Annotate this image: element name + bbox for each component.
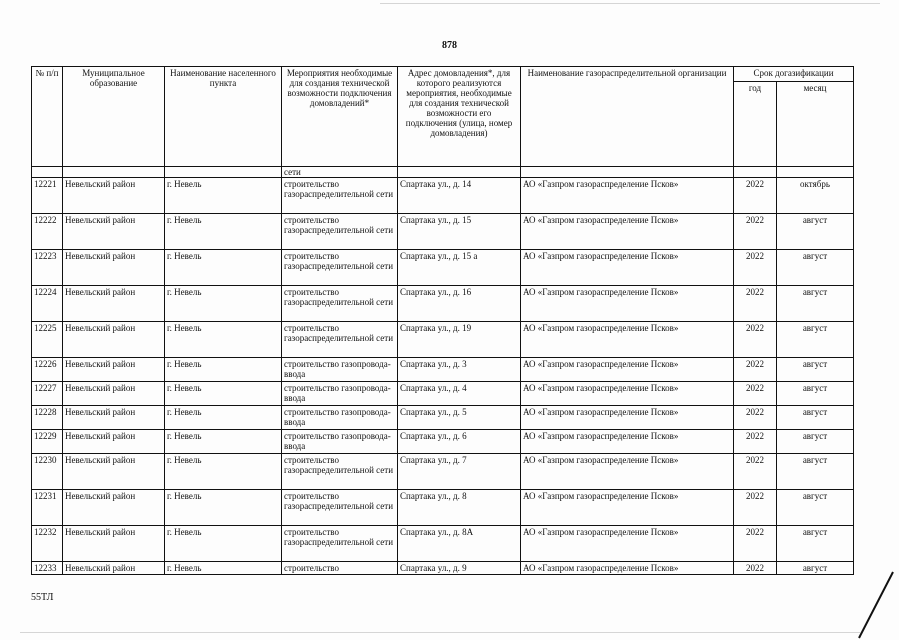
cell-year: 2022 — [734, 430, 777, 454]
cell-settlement: г. Невель — [165, 286, 282, 322]
cell-measure: строительство — [282, 562, 398, 575]
cell-year: 2022 — [734, 490, 777, 526]
cell-measure: строительство газораспределительной сети — [282, 214, 398, 250]
table-row — [32, 406, 854, 430]
cell-address: Спартака ул., д. 8А — [398, 526, 521, 562]
cell-num: 12226 — [32, 358, 63, 382]
table-row — [32, 322, 854, 358]
cell-measure: строительство газопровода-ввода — [282, 406, 398, 430]
cell-num: 12227 — [32, 382, 63, 406]
cell-municipality: Невельский район — [63, 214, 165, 250]
scan-artifact-slash — [855, 570, 895, 640]
cell-address: Спартака ул., д. 4 — [398, 382, 521, 406]
cell-year: 2022 — [734, 406, 777, 430]
cell-measure: строительство газопровода-ввода — [282, 382, 398, 406]
table-row — [32, 382, 854, 406]
cell-organization: АО «Газпром газораспределение Псков» — [521, 562, 734, 575]
cell-organization: АО «Газпром газораспределение Псков» — [521, 430, 734, 454]
cell-settlement: г. Невель — [165, 430, 282, 454]
cell-measure: строительство газораспределительной сети — [282, 250, 398, 286]
cell-year: 2022 — [734, 358, 777, 382]
cell-municipality: Невельский район — [63, 286, 165, 322]
cell-organization: АО «Газпром газораспределение Псков» — [521, 526, 734, 562]
scan-artifact-top — [380, 3, 880, 4]
cell-year: 2022 — [734, 214, 777, 250]
cell-num: 12221 — [32, 178, 63, 214]
cell-year: 2022 — [734, 322, 777, 358]
cell-year: 2022 — [734, 382, 777, 406]
cell-municipality: Невельский район — [63, 454, 165, 490]
cell-year: 2022 — [734, 454, 777, 490]
cell-measure: строительство газораспределительной сети — [282, 178, 398, 214]
cell-year: 2022 — [734, 562, 777, 575]
header-settlement: Наименование населенного пункта — [165, 67, 282, 167]
cell-measure: строительство газораспределительной сети — [282, 286, 398, 322]
cell-organization: АО «Газпром газораспределение Псков» — [521, 286, 734, 322]
cell-year: 2022 — [734, 526, 777, 562]
cell-measure: строительство газопровода-ввода — [282, 430, 398, 454]
cell-address: Спартака ул., д. 7 — [398, 454, 521, 490]
cell-municipality: Невельский район — [63, 382, 165, 406]
header-address: Адрес домовладения*, для которого реализуются мероприятия, необходимые для создания технической возможности его подключения (улица, номер домовладения) — [398, 67, 521, 167]
cell-settlement: г. Невель — [165, 382, 282, 406]
cell-year: 2022 — [734, 250, 777, 286]
table-row — [32, 178, 854, 214]
cell-municipality: Невельский район — [63, 430, 165, 454]
cell-settlement: г. Невель — [165, 526, 282, 562]
header-municipality: Муниципальное образование — [63, 67, 165, 167]
header-measures: Мероприятия необходимые для создания технической возможности подключения домовладений* — [282, 67, 398, 167]
cell-settlement: г. Невель — [165, 322, 282, 358]
cell-num: 12224 — [32, 286, 63, 322]
table-row — [32, 250, 854, 286]
table-row — [32, 358, 854, 382]
cell-organization: АО «Газпром газораспределение Псков» — [521, 250, 734, 286]
gasification-schedule-table — [31, 66, 854, 575]
header-month: месяц — [777, 82, 854, 167]
table-row — [32, 214, 854, 250]
cell-municipality: Невельский район — [63, 178, 165, 214]
cell-settlement: г. Невель — [165, 214, 282, 250]
cell-address: Спартака ул., д. 15 а — [398, 250, 521, 286]
cell-month: август — [777, 406, 854, 430]
cell-month: август — [777, 490, 854, 526]
cell-municipality: Невельский район — [63, 322, 165, 358]
cell-measure: строительство газопровода-ввода — [282, 358, 398, 382]
cell-num: 12225 — [32, 322, 63, 358]
cell-year: 2022 — [734, 286, 777, 322]
cell-municipality: Невельский район — [63, 562, 165, 575]
cell-month: август — [777, 358, 854, 382]
cell-num: 12233 — [32, 562, 63, 575]
table-row — [32, 430, 854, 454]
header-num: № п/п — [32, 67, 63, 167]
footer-code: 55ТЛ — [31, 592, 54, 603]
table-row — [32, 562, 854, 575]
cell-address: Спартака ул., д. 9 — [398, 562, 521, 575]
cell-address: Спартака ул., д. 8 — [398, 490, 521, 526]
cell-address: Спартака ул., д. 6 — [398, 430, 521, 454]
cell-month: август — [777, 562, 854, 575]
table-row — [32, 286, 854, 322]
header-organization: Наименование газораспределительной организации — [521, 67, 734, 167]
cell-address: Спартака ул., д. 16 — [398, 286, 521, 322]
cell-address: Спартака ул., д. 15 — [398, 214, 521, 250]
cell-month: август — [777, 322, 854, 358]
cell-municipality: Невельский район — [63, 406, 165, 430]
cell-measure: строительство газораспределительной сети — [282, 454, 398, 490]
cell-organization: АО «Газпром газораспределение Псков» — [521, 214, 734, 250]
cell-municipality: Невельский район — [63, 526, 165, 562]
table-row — [32, 526, 854, 562]
cell-organization: АО «Газпром газораспределение Псков» — [521, 490, 734, 526]
cell-num: 12231 — [32, 490, 63, 526]
cell-measure: строительство газораспределительной сети — [282, 526, 398, 562]
cell-municipality: Невельский район — [63, 490, 165, 526]
page-number: 878 — [442, 40, 457, 51]
cell-address: Спартака ул., д. 3 — [398, 358, 521, 382]
cell-address: Спартака ул., д. 14 — [398, 178, 521, 214]
cell-municipality: Невельский район — [63, 358, 165, 382]
cell-settlement: г. Невель — [165, 406, 282, 430]
cell-organization: АО «Газпром газораспределение Псков» — [521, 406, 734, 430]
cell-num: 12232 — [32, 526, 63, 562]
cell-municipality: Невельский район — [63, 250, 165, 286]
cell-month: август — [777, 286, 854, 322]
header-year: год — [734, 82, 777, 167]
table-row — [32, 454, 854, 490]
cell-address: Спартака ул., д. 19 — [398, 322, 521, 358]
cell-settlement: г. Невель — [165, 250, 282, 286]
cell-address: Спартака ул., д. 5 — [398, 406, 521, 430]
cell-settlement: г. Невель — [165, 358, 282, 382]
cell-settlement: г. Невель — [165, 178, 282, 214]
cell-month: октябрь — [777, 178, 854, 214]
cell-month: август — [777, 382, 854, 406]
cell-month: август — [777, 214, 854, 250]
cell-num: 12229 — [32, 430, 63, 454]
cell-year: 2022 — [734, 178, 777, 214]
cell-month: август — [777, 250, 854, 286]
cell-organization: АО «Газпром газораспределение Псков» — [521, 382, 734, 406]
header-deadline: Срок догазификации — [734, 67, 854, 82]
cell-month: август — [777, 430, 854, 454]
cell-num: 12223 — [32, 250, 63, 286]
cell-organization: АО «Газпром газораспределение Псков» — [521, 454, 734, 490]
cell-settlement: г. Невель — [165, 490, 282, 526]
cell-organization: АО «Газпром газораспределение Псков» — [521, 358, 734, 382]
cell-organization: АО «Газпром газораспределение Псков» — [521, 322, 734, 358]
cell-measure: строительство газораспределительной сети — [282, 490, 398, 526]
cell-month: август — [777, 454, 854, 490]
cell-month: август — [777, 526, 854, 562]
cell-num: 12222 — [32, 214, 63, 250]
table-row — [32, 490, 854, 526]
cell-num: 12228 — [32, 406, 63, 430]
cell-num: 12230 — [32, 454, 63, 490]
cell-settlement: г. Невель — [165, 562, 282, 575]
scan-artifact-bottom — [20, 632, 860, 633]
table-row-continuation — [32, 167, 854, 178]
cell-organization: АО «Газпром газораспределение Псков» — [521, 178, 734, 214]
cell-measure: строительство газораспределительной сети — [282, 322, 398, 358]
cell-measure: сети — [282, 167, 398, 178]
cell-settlement: г. Невель — [165, 454, 282, 490]
